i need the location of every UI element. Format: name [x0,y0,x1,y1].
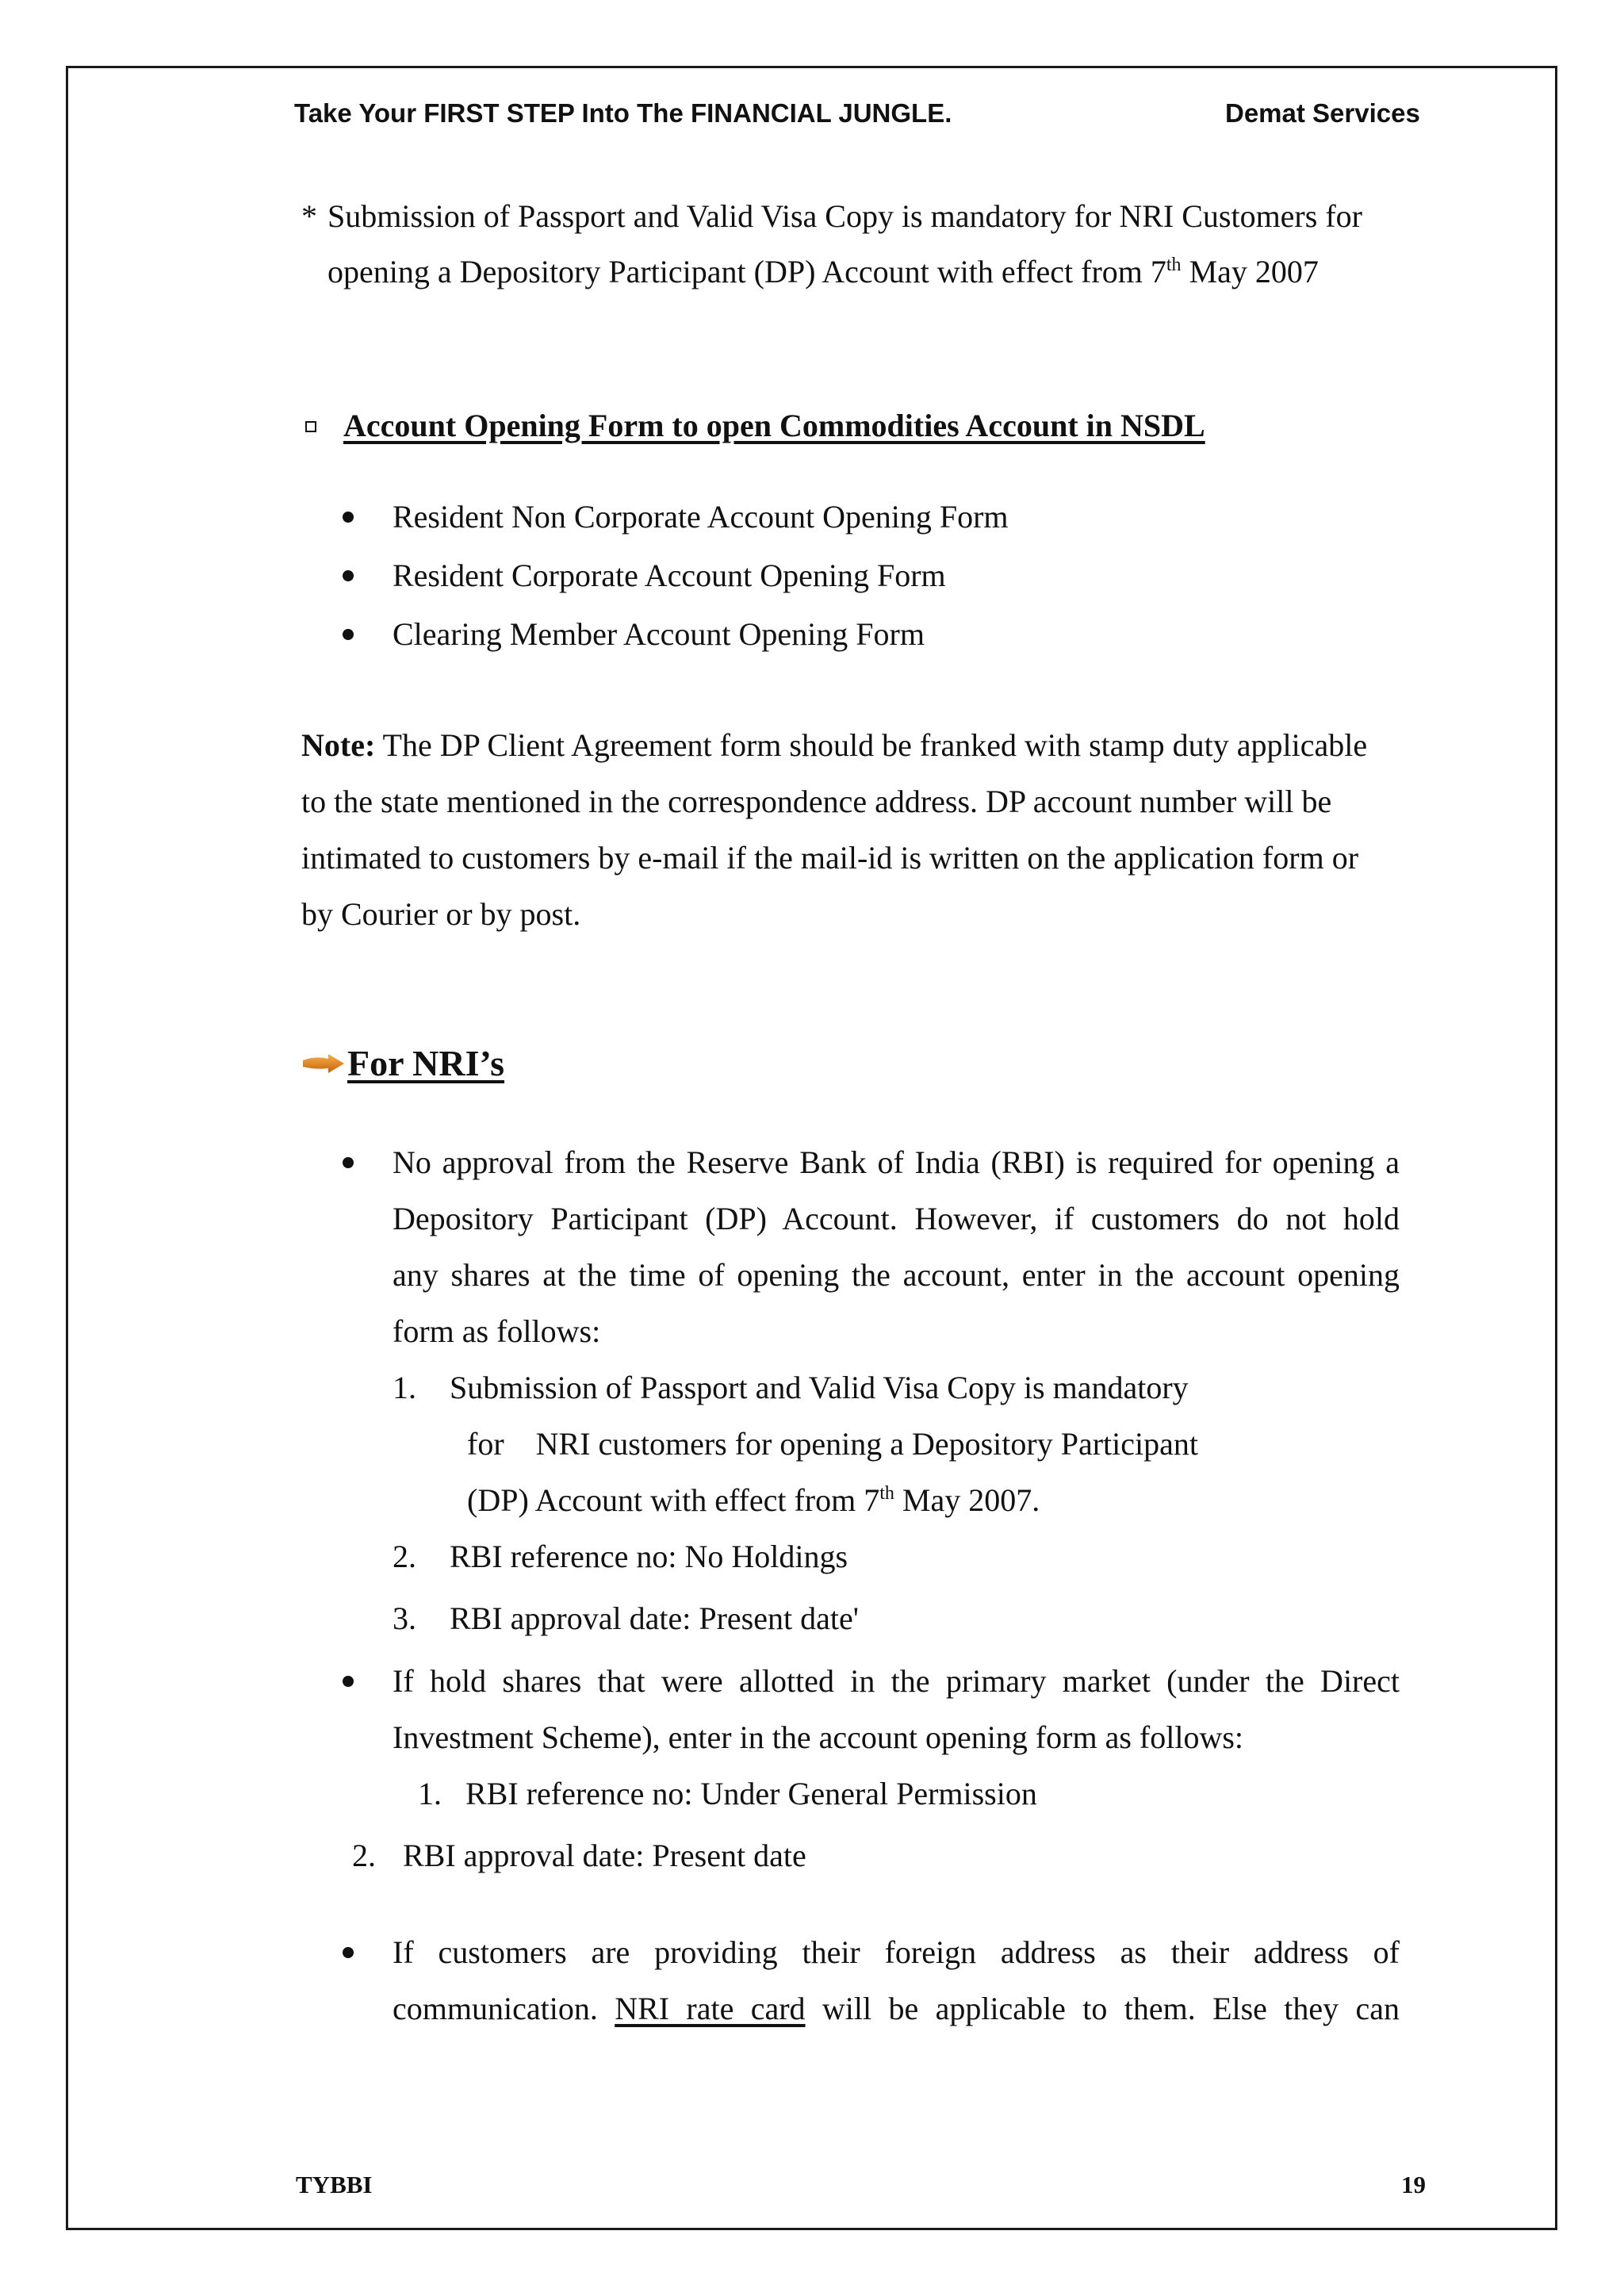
nri-heading: For NRI’s [347,1043,505,1083]
nri-step1-line3: (DP) Account with effect from 7th May 2007. [467,1482,1040,1518]
header-title: Take Your FIRST STEP Into The FINANCIAL JUNGLE. [294,98,952,128]
commodities-item-1: Resident Non Corporate Account Opening Form [393,499,1009,535]
note-line2: to the state mentioned in the correspondence address. DP account number will be [301,784,1332,819]
page-number: 19 [1401,2171,1426,2198]
footer-left: TYBBI [296,2171,373,2198]
nri-bullet2-line2: Investment Scheme), enter in the account opening form as follows: [393,1719,1244,1755]
commodities-heading: Account Opening Form to open Commodities Account in NSDL [343,408,1205,443]
nri-step1-number: 1. [393,1370,416,1405]
bullet-icon [343,512,354,523]
bullet-icon [343,570,354,581]
nri-bullet1-line2: Depository Participant (DP) Account. However, if customers do not hold [393,1201,1400,1236]
nri-step1-line2: for NRI customers for opening a Depository Participant [467,1426,1199,1462]
arrow-right-icon [301,1052,346,1075]
nri-bullet1-line1: No approval from the Reserve Bank of India (RBI) is required for opening a [393,1144,1400,1180]
nri-b2-step2: RBI approval date: Present date [403,1838,806,1873]
bullet-icon [343,1947,354,1958]
nri-bullet2-line1: If hold shares that were allotted in the primary market (under the Direct [393,1663,1400,1699]
nri-bullet1-line4: form as follows: [393,1313,601,1349]
bullet-icon [343,1157,354,1168]
commodities-item-2: Resident Corporate Account Opening Form [393,558,946,593]
nri-bullet2-paragraph [393,1653,1400,1765]
bullet-icon [343,1676,354,1687]
nri-b2-step1: RBI reference no: Under General Permission [465,1776,1037,1811]
note-line4: by Courier or by post. [301,896,581,932]
nri-bullet3-paragraph [393,1924,1400,2037]
nri-rate-card-link[interactable]: NRI rate card [615,1991,806,2026]
header-section: Demat Services [1225,98,1420,128]
bullet-icon [343,629,354,640]
nri-step2-number: 2. [393,1539,416,1574]
commodities-item-3: Clearing Member Account Opening Form [393,616,925,652]
nri-bullet1-paragraph [393,1134,1400,1359]
square-bullet-icon [305,421,316,432]
note-label: Note: [301,727,376,763]
note-line1: Note: The DP Client Agreement form should be franked with stamp duty applicable [301,727,1368,763]
nri-bullet3-line1: If customers are providing their foreign address as their address of [393,1934,1400,1970]
nri-step1-line1: Submission of Passport and Valid Visa Copy is mandatory [450,1370,1189,1405]
note-line3: intimated to customers by e-mail if the mail-id is written on the application form or [301,840,1359,876]
nri-bullet3-line2: communication. NRI rate card will be applicable to them. Else they can [393,1991,1400,2026]
nri-b2-step1-number: 1. [418,1776,442,1811]
asterisk-marker: * [301,198,317,234]
asterisk-note-line1: Submission of Passport and Valid Visa Copy is mandatory for NRI Customers for [327,198,1362,234]
nri-step3-number: 3. [393,1600,416,1636]
nri-step2: RBI reference no: No Holdings [450,1539,848,1574]
nri-bullet1-line3: any shares at the time of opening the account, enter in the account opening [393,1257,1400,1293]
nri-b2-step2-number: 2. [352,1838,376,1873]
nri-step3: RBI approval date: Present date' [450,1600,859,1636]
asterisk-note-line2: opening a Depository Participant (DP) Account with effect from 7th May 2007 [327,254,1319,289]
